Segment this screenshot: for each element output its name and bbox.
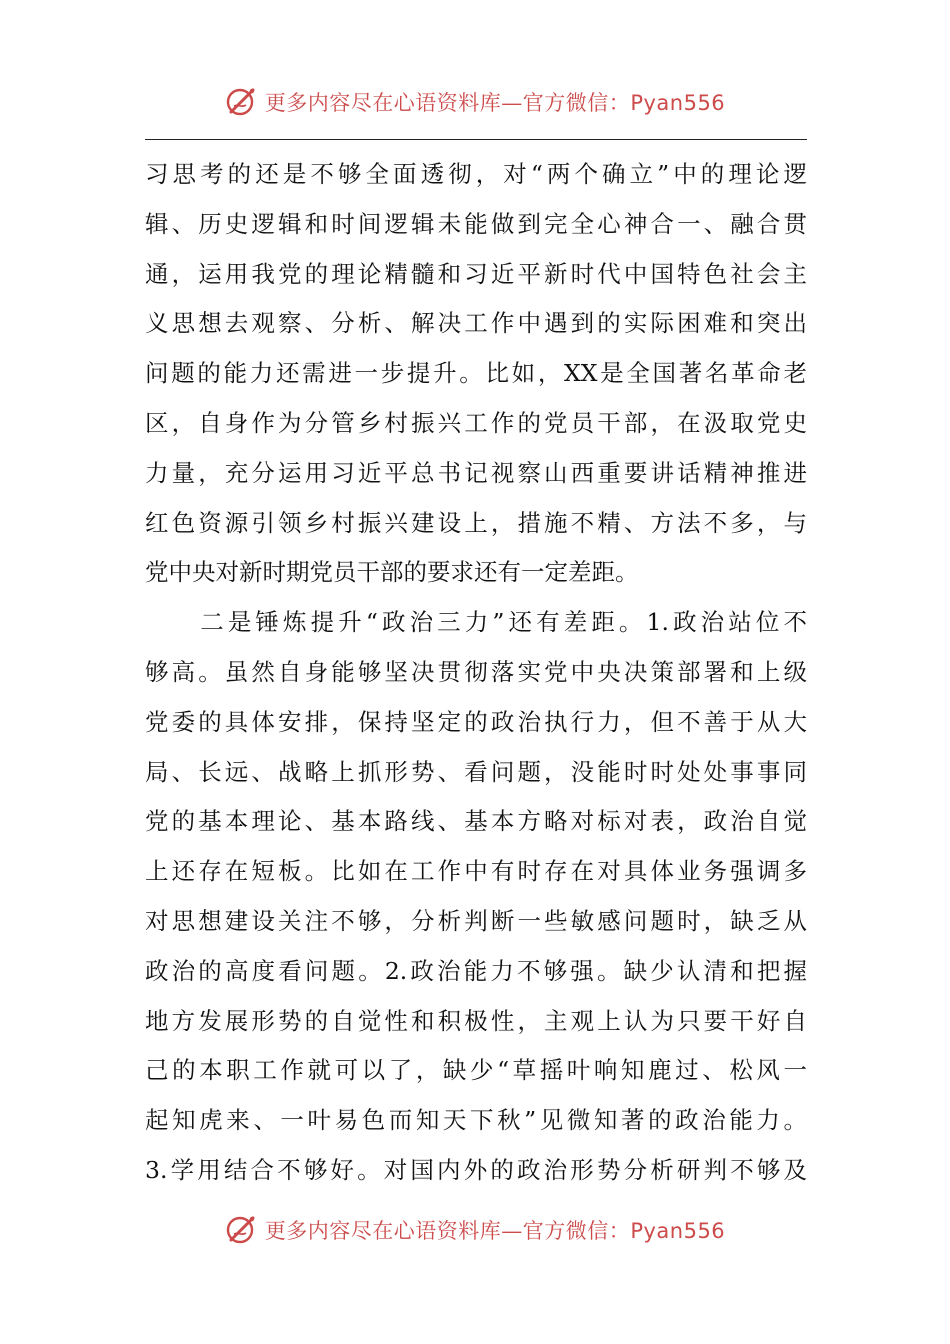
text-line-18: 地方发展形势的自觉性和积极性，主观上认为只要干好自: [145, 1006, 807, 1035]
text-line-8: 红色资源引领乡村振兴建设上，措施不精、方法不多，与: [145, 508, 807, 537]
text-line-3: 通，运用我党的理论精髓和习近平新时代中国特色社会主: [145, 259, 807, 288]
text-line-16: 对思想建设关注不够，分析判断一些敏感问题时，缺乏从: [145, 906, 807, 935]
text-line-11: 够高。虽然自身能够坚决贯彻落实党中央决策部署和上级: [145, 657, 807, 686]
header-divider: [145, 139, 807, 140]
document-body: [145, 150, 807, 1196]
text-line-5: 问题的能力还需进一步提升。比如，XX是全国著名革命老: [145, 359, 807, 388]
text-line-7: 力量，充分运用习近平总书记视察山西重要讲话精神推进: [145, 458, 807, 487]
header-banner-text: 更多内容尽在心语资料库—官方微信：: [264, 91, 631, 115]
text-line-10: 二是锤炼提升“政治三力”还有差距。1.政治站位不: [145, 608, 807, 637]
text-line-4: 义思想去观察、分析、解决工作中遇到的实际困难和突出: [145, 309, 807, 338]
text-line-21: 3.学用结合不够好。对国内外的政治形势分析研判不够及: [145, 1155, 807, 1184]
text-line-9: 党中央对新时期党员干部的要求还有一定差距。: [145, 558, 639, 587]
text-line-19: 己的本职工作就可以了，缺少“草摇叶响知鹿过、松风一: [145, 1056, 807, 1085]
text-line-1: 习思考的还是不够全面透彻，对“两个确立”中的理论逻: [145, 160, 807, 188]
footer-banner: [0, 1208, 950, 1252]
text-line-15: 上还存在短板。比如在工作中有时存在对具体业务强调多: [145, 857, 807, 886]
pen-logo-icon: [225, 1213, 259, 1247]
text-line-17: 政治的高度看问题。2.政治能力不够强。缺少认清和把握: [145, 956, 807, 985]
text-line-2: 辑、历史逻辑和时间逻辑未能做到完全心神合一、融合贯: [145, 209, 807, 238]
text-line-13: 局、长远、战略上抓形势、看问题，没能时时处处事事同: [145, 757, 807, 786]
header-banner: [0, 80, 950, 124]
header-banner-id: Pyan556: [630, 91, 726, 115]
footer-banner-text: 更多内容尽在心语资料库—官方微信：: [264, 1219, 631, 1243]
footer-banner-id: Pyan556: [630, 1219, 726, 1243]
pen-logo-icon: [225, 85, 259, 119]
text-line-6: 区，自身作为分管乡村振兴工作的党员干部，在汲取党史: [145, 408, 807, 437]
text-line-12: 党委的具体安排，保持坚定的政治执行力，但不善于从大: [145, 707, 807, 736]
text-line-14: 党的基本理论、基本路线、基本方略对标对表，政治自觉: [145, 807, 807, 836]
text-line-20: 起知虎来、一叶易色而知天下秋”见微知著的政治能力。: [145, 1106, 807, 1135]
